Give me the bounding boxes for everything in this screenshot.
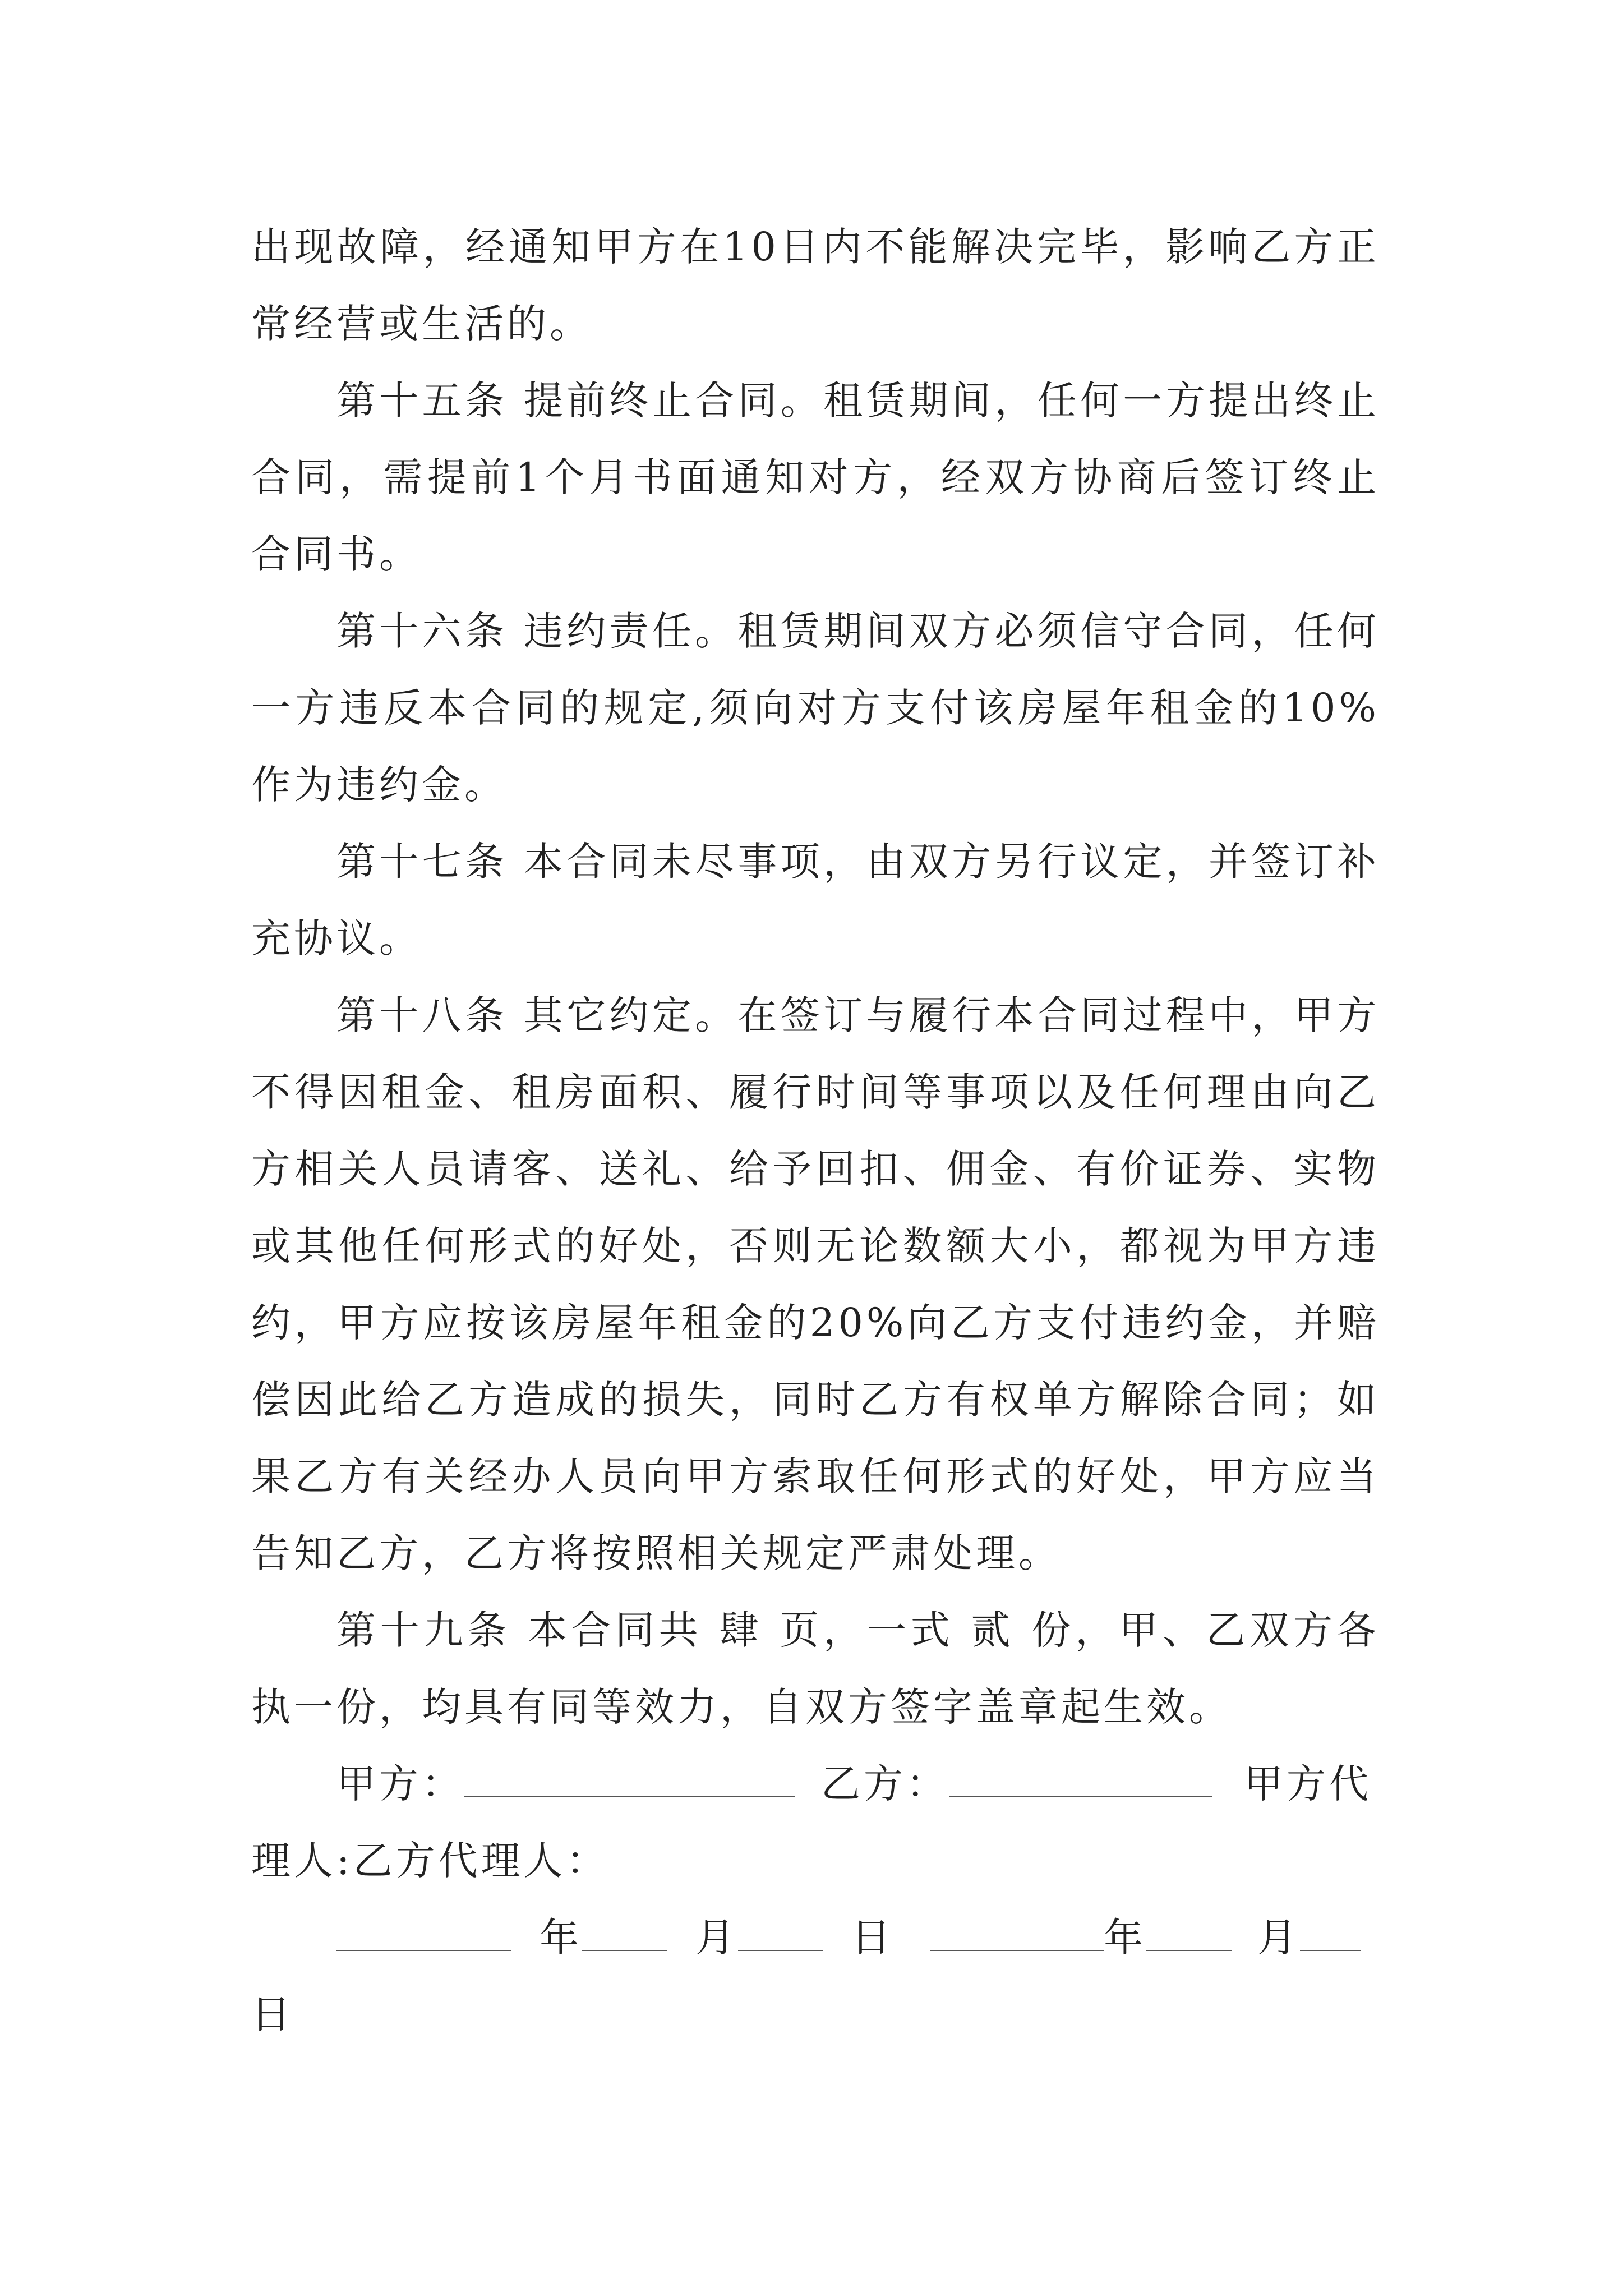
clause-19: 第十九条 本合同共 肆 页，一式 贰 份，甲、乙双方各执一份，均具有同等效力，自双方签字盖章起生效。 <box>251 1607 1380 1730</box>
date-b-month-blank[interactable] <box>1146 1918 1232 1951</box>
party-b-signature-blank[interactable] <box>949 1765 1212 1797</box>
clause-18: 第十八条 其它约定。在签订与履行本合同过程中，甲方不得因租金、租房面积、履行时间等事项以及任何理由向乙方相关人员请客、送礼、给予回扣、佣金、有价证券、实物或其他任何形式的好处，否则无论数额大小，都视为甲方违约，甲方应按该房屋年租金的20%向乙方支付违约金，并赔偿因此给乙方造成的损失，同时乙方有权单方解除合同；如果乙方有关经办人员向甲方索取任何形式的好处，甲方应当告知乙方，乙方将按照相关规定严肃处理。 <box>251 992 1380 1576</box>
date-a-day-blank[interactable] <box>738 1918 823 1951</box>
date-a-month-blank[interactable] <box>582 1918 667 1951</box>
agent-b-label: 乙方代理人： <box>353 1838 609 1884</box>
clause-16: 第十六条 违约责任。租赁期间双方必须信守合同，任何一方违反本合同的规定,须向对方支付该房屋年租金的10%作为违约金。 <box>251 608 1380 808</box>
clause-15: 第十五条 提前终止合同。租赁期间，任何一方提出终止合同，需提前1个月书面通知对方，经双方协商后签订终止合同书。 <box>251 378 1380 577</box>
date-a-day-label: 日 <box>851 1915 894 1961</box>
signature-line-dates <box>251 1899 1380 1976</box>
party-b-label: 乙方： <box>821 1761 949 1807</box>
party-a-label: 甲方： <box>336 1761 464 1807</box>
date-a-year-blank[interactable] <box>336 1918 511 1951</box>
party-a-signature-blank[interactable] <box>464 1765 795 1797</box>
signature-line-day <box>251 1976 1380 2053</box>
date-b-day-blank[interactable] <box>1300 1918 1361 1951</box>
date-b-year-blank[interactable] <box>930 1918 1104 1951</box>
date-a-month-label: 月 <box>695 1915 738 1961</box>
date-a-year-label: 年 <box>540 1915 582 1961</box>
signature-line-parties <box>251 1746 1380 1823</box>
signature-line-agents <box>251 1823 1380 1899</box>
agent-a-label-end: 理人: <box>251 1838 353 1884</box>
date-b-year-label: 年 <box>1104 1915 1146 1961</box>
clause-17: 第十七条 本合同未尽事项，由双方另行议定，并签订补充协议。 <box>251 839 1380 961</box>
date-b-day-label: 日 <box>251 1991 294 2037</box>
date-b-month-label: 月 <box>1257 1915 1300 1961</box>
agent-a-label-start: 甲方代 <box>1244 1761 1372 1807</box>
paragraph-continued: 出现故障，经通知甲方在10日内不能解决完毕，影响乙方正常经营或生活的。 <box>251 224 1380 347</box>
contract-text <box>251 209 1380 2053</box>
